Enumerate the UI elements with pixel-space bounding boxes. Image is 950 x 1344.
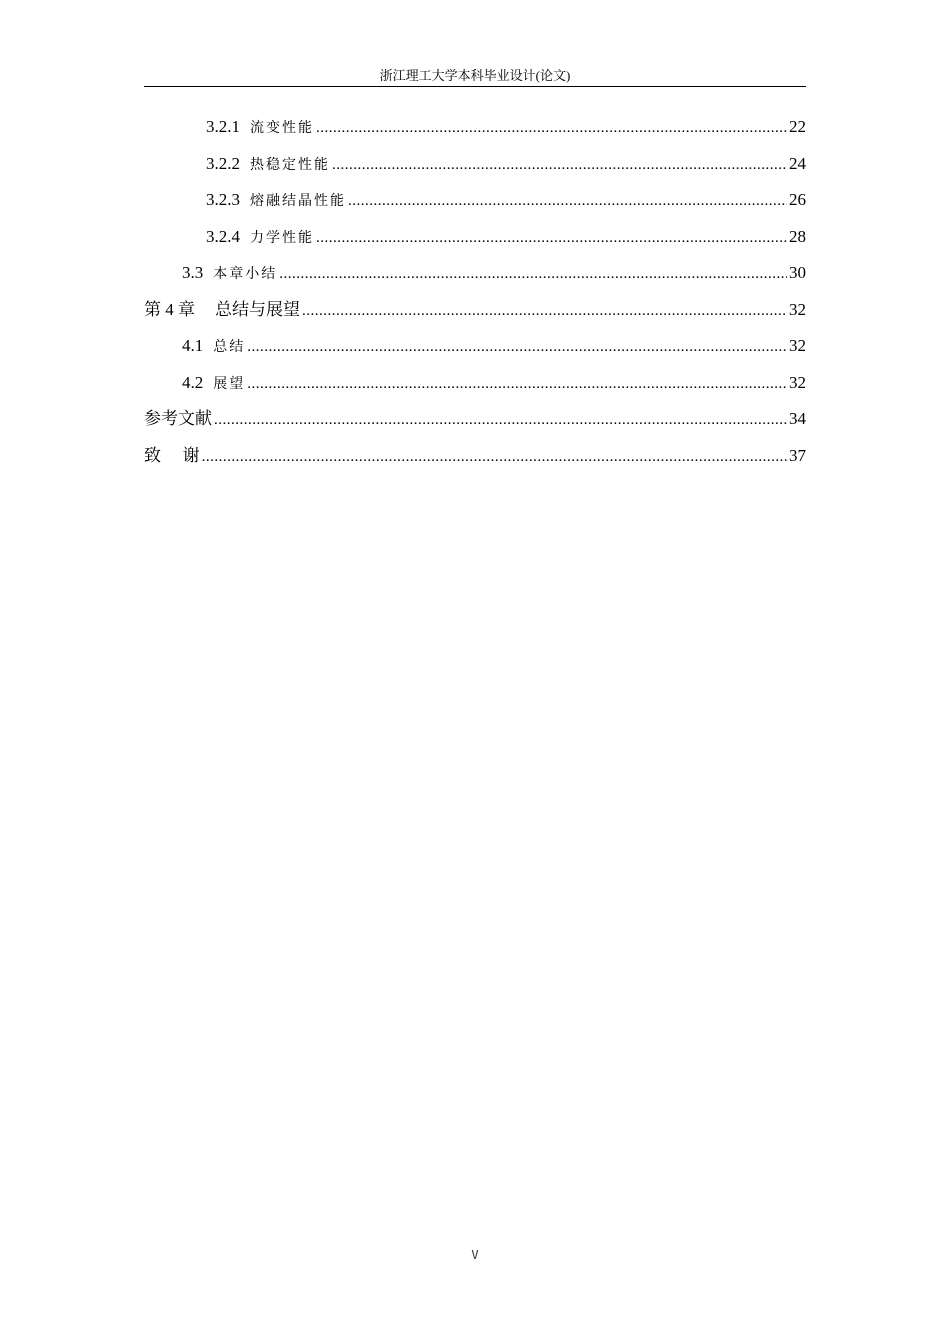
toc-entry-title: 流变性能 xyxy=(250,120,314,136)
toc-entry[interactable] xyxy=(144,189,806,226)
toc-entry-title: 总结 xyxy=(213,339,246,355)
toc-entry-title: 热稳定性能 xyxy=(250,156,330,173)
table-of-contents xyxy=(144,116,806,481)
toc-entry[interactable] xyxy=(144,153,806,190)
toc-entry-title: 致 谢 xyxy=(144,445,200,466)
toc-leader-dots xyxy=(247,336,787,358)
toc-entry-title: 熔融结晶性能 xyxy=(250,193,346,209)
toc-entry-page: 24 xyxy=(789,153,806,173)
toc-leader-dots xyxy=(302,300,787,322)
toc-entry[interactable] xyxy=(144,116,806,153)
toc-leader-dots xyxy=(316,117,787,139)
toc-entry-page: 26 xyxy=(789,190,806,209)
toc-entry-number: 3.2.4 xyxy=(206,226,240,246)
toc-entry-number: 3.2.2 xyxy=(206,153,240,173)
toc-entry-page: 32 xyxy=(789,372,806,392)
toc-entry-page: 32 xyxy=(789,299,806,319)
page-footer xyxy=(0,1248,950,1262)
page-header xyxy=(144,66,806,87)
toc-entry-number: 3.3 xyxy=(182,263,204,282)
toc-entry-page: 22 xyxy=(789,117,806,136)
toc-leader-dots xyxy=(214,409,787,431)
toc-entry-number: 4.2 xyxy=(182,372,204,392)
toc-entry[interactable] xyxy=(144,372,806,409)
toc-entry-number: 4.1 xyxy=(182,336,204,355)
toc-entry-title: 参考文献 xyxy=(144,409,212,429)
toc-entry[interactable] xyxy=(144,408,806,445)
toc-entry[interactable] xyxy=(144,226,806,263)
toc-entry[interactable] xyxy=(144,335,806,372)
toc-entry-title: 力学性能 xyxy=(250,229,314,246)
toc-entry-page: 34 xyxy=(789,409,806,428)
header-title: 浙江理工大学本科毕业设计(论文) xyxy=(379,68,571,83)
toc-leader-dots xyxy=(202,446,787,468)
page-number: V xyxy=(471,1248,479,1262)
toc-entry-title: 总结与展望 xyxy=(215,299,300,320)
toc-leader-dots xyxy=(332,154,787,176)
toc-entry-number: 第 4 章 xyxy=(144,299,195,319)
toc-entry-number: 3.2.3 xyxy=(206,190,240,209)
toc-leader-dots xyxy=(316,227,787,249)
toc-leader-dots xyxy=(279,263,787,285)
toc-entry-page: 37 xyxy=(789,445,806,465)
toc-entry-page: 30 xyxy=(789,263,806,282)
toc-entry[interactable] xyxy=(144,299,806,336)
toc-entry-title: 本章小结 xyxy=(213,266,278,282)
toc-leader-dots xyxy=(348,190,787,212)
toc-entry[interactable] xyxy=(144,262,806,299)
toc-entry-page: 28 xyxy=(789,226,806,246)
toc-entry-page: 32 xyxy=(789,336,806,355)
toc-entry-title: 展望 xyxy=(213,375,246,392)
toc-entry-number: 3.2.1 xyxy=(206,117,240,136)
toc-leader-dots xyxy=(247,373,787,395)
toc-entry[interactable] xyxy=(144,445,806,482)
